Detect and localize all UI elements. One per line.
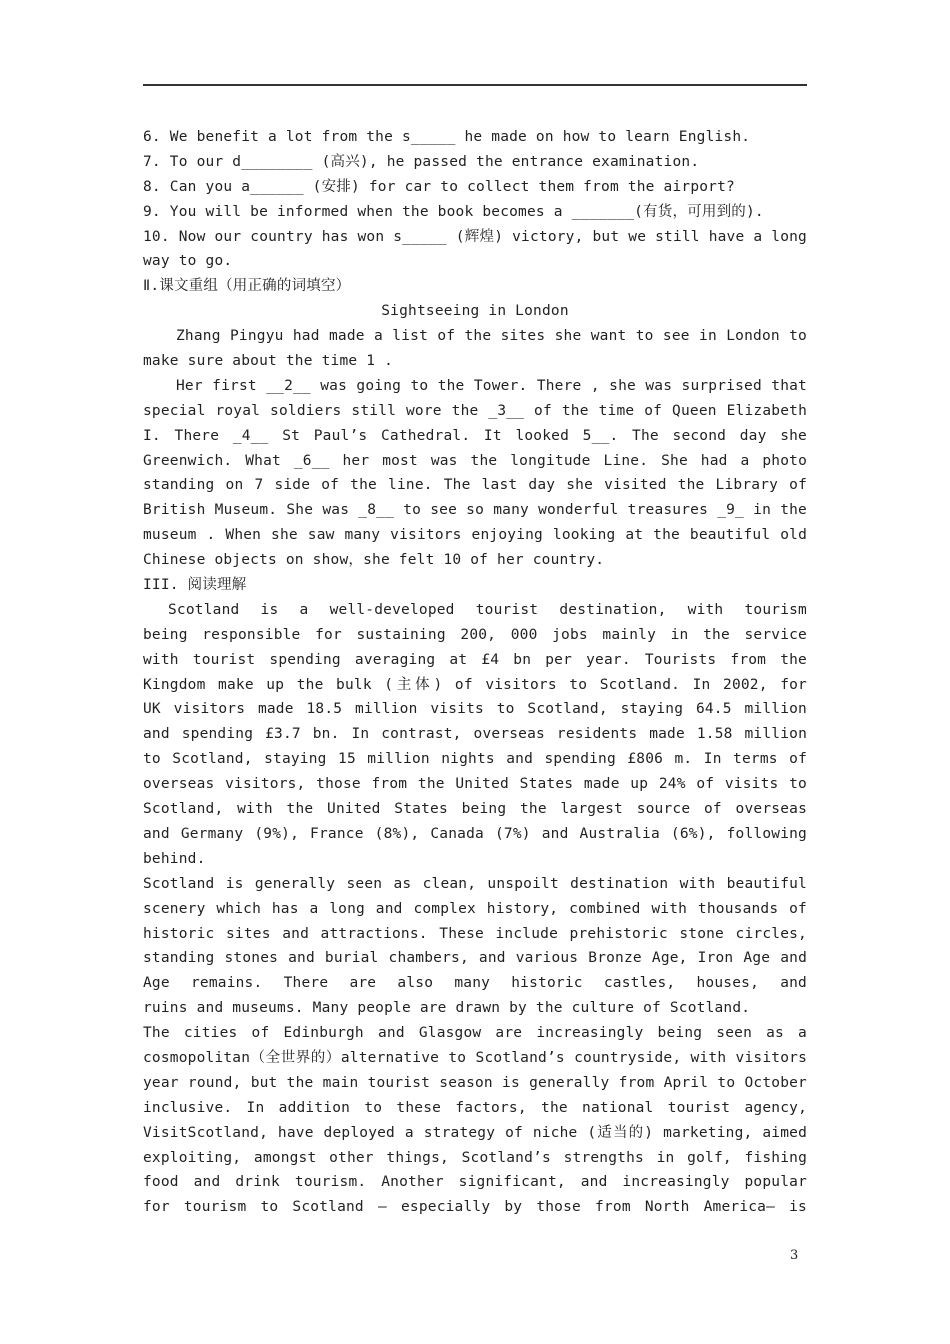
question-7: 7. To our d________ (高兴), he passed the entrance examination. xyxy=(143,153,700,170)
reading-line: cosmopolitan（全世界的）alternative to Scotland’s countryside, with visitors xyxy=(143,1049,807,1066)
reading-line: inclusive. In addition to these factors, the national tourist agency, xyxy=(143,1099,807,1116)
reading-line: Scotland, with the United States being the largest source of overseas xyxy=(143,801,807,818)
question-8: 8. Can you a______ (安排) for car to collect them from the airport? xyxy=(143,178,735,195)
cloze-line: Chinese objects on show，she felt 10 of her country. xyxy=(143,552,605,569)
reading-line: UK visitors made 18.5 million visits to Scotland, staying 64.5 million xyxy=(143,701,807,718)
reading-line: year round, but the main tourist season is generally from April to October xyxy=(143,1074,807,1091)
reading-line: Kingdom make up the bulk (主体) of visitors to Scotland. In 2002, for xyxy=(143,676,807,693)
reading-line: being responsible for sustaining 200, 000 jobs mainly in the service xyxy=(143,626,807,643)
question-9: 9. You will be informed when the book becomes a _______(有货，可用到的). xyxy=(143,203,764,220)
cloze-line: British Museum. She was _8__ to see so many wonderful treasures _9_ in the xyxy=(143,502,807,519)
reading-line: and Germany (9%), France (8%), Canada (7%) and Australia (6%), following xyxy=(143,825,807,842)
section-3-heading: III. 阅读理解 xyxy=(143,577,247,594)
header-rule xyxy=(143,84,807,86)
reading-line: to Scotland, staying 15 million nights and spending £806 m. In terms of xyxy=(143,751,807,768)
cloze-passage xyxy=(143,324,807,573)
cloze-line: Zhang Pingyu had made a list of the sites she want to see in London to xyxy=(176,328,807,345)
reading-line: ruins and museums. Many people are drawn by the culture of Scotland. xyxy=(143,1000,751,1017)
reading-line: with tourist spending averaging at £4 bn per year. Tourists from the xyxy=(143,651,807,668)
cloze-line: Her first __2__ was going to the Tower. There , she was surprised that xyxy=(176,377,807,394)
page-content xyxy=(143,125,807,1220)
reading-line: for tourism to Scotland — especially by those from North America— is xyxy=(143,1199,807,1216)
reading-line: Age remains. There are also many historic castles, houses, and xyxy=(143,975,807,992)
reading-line: behind. xyxy=(143,850,206,867)
cloze-line: Greenwich. What _6__ her most was the longitude Line. She had a photo xyxy=(143,452,807,469)
reading-line: overseas visitors, those from the United States made up 24% of visits to xyxy=(143,776,807,793)
reading-line: exploiting, amongst other things, Scotland’s strengths in golf, fishing xyxy=(143,1149,807,1166)
question-10: 10. Now our country has won s_____ (辉煌) victory, but we still have a long xyxy=(143,228,807,245)
question-10-cont: way to go. xyxy=(143,253,233,270)
section-2-heading: Ⅱ.课文重组（用正确的词填空） xyxy=(143,278,351,295)
cloze-line: I. There _4__ St Paul’s Cathedral. It looked 5__. The second day she xyxy=(143,427,807,444)
reading-line: scenery which has a long and complex history, combined with thousands of xyxy=(143,900,807,917)
vocab-questions xyxy=(143,125,807,274)
reading-line: VisitScotland, have deployed a strategy of niche (适当的) marketing, aimed xyxy=(143,1124,807,1141)
reading-line: standing stones and burial chambers, and various Bronze Age, Iron Age and xyxy=(143,950,807,967)
question-6: 6. We benefit a lot from the s_____ he made on how to learn English. xyxy=(143,129,751,145)
reading-line: Scotland is a well-developed tourist destination, with tourism xyxy=(168,601,807,618)
cloze-line: standing on 7 side of the line. The last day she visited the Library of xyxy=(143,477,807,494)
cloze-line: make sure about the time 1 . xyxy=(143,353,394,370)
reading-line: The cities of Edinburgh and Glasgow are increasingly being seen as a xyxy=(143,1025,807,1042)
cloze-line: special royal soldiers still wore the _3__ of the time of Queen Elizabeth xyxy=(143,402,807,419)
page-number: 3 xyxy=(790,1248,799,1263)
cloze-line: museum . When she saw many visitors enjoying looking at the beautiful old xyxy=(143,527,807,544)
reading-line: Scotland is generally seen as clean, unspoilt destination with beautiful xyxy=(143,875,807,892)
reading-line: historic sites and attractions. These include prehistoric stone circles, xyxy=(143,925,807,942)
reading-line: food and drink tourism. Another significant, and increasingly popular xyxy=(143,1174,807,1191)
reading-line: and spending £3.7 bn. In contrast, overseas residents made 1.58 million xyxy=(143,726,807,743)
passage-title: Sightseeing in London xyxy=(381,303,569,320)
reading-passage xyxy=(143,598,807,1220)
